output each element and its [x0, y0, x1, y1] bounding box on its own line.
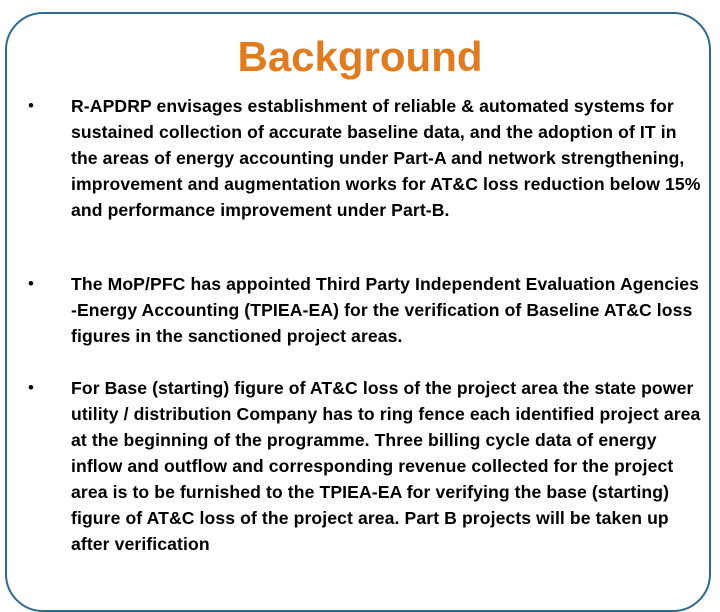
- bullet-text: R-APDRP envisages establishment of reliable & automated systems for sustained collection of accurate baseline data, and the adoption of IT in the areas of energy accounting under Part-A and network strengthening, improvement and augmentation works for AT&C loss reduction below 15% and performance improvement under Part-B.: [71, 96, 701, 220]
- bullet-marker: •: [28, 378, 34, 397]
- bullet-text: For Base (starting) figure of AT&C loss of the project area the state power utility / distribution Company has to ring fence each identified project area at the beginning of the programme. Three billing cycle data of energy inflow and outflow and corresponding revenue collected for the project area is to be furnished to the TPIEA-EA for verifying the base (starting) figure of AT&C loss of the project area. Part B projects will be taken up after verification: [71, 378, 701, 554]
- slide-title: Background: [237, 33, 483, 80]
- bullet-marker: •: [28, 274, 34, 293]
- bullet-text: The MoP/PFC has appointed Third Party Independent Evaluation Agencies -Energy Accounting (TPIEA-EA) for the verification of Baseline AT&C loss figures in the sanctioned project areas.: [71, 274, 699, 346]
- bullet-marker: •: [28, 96, 34, 115]
